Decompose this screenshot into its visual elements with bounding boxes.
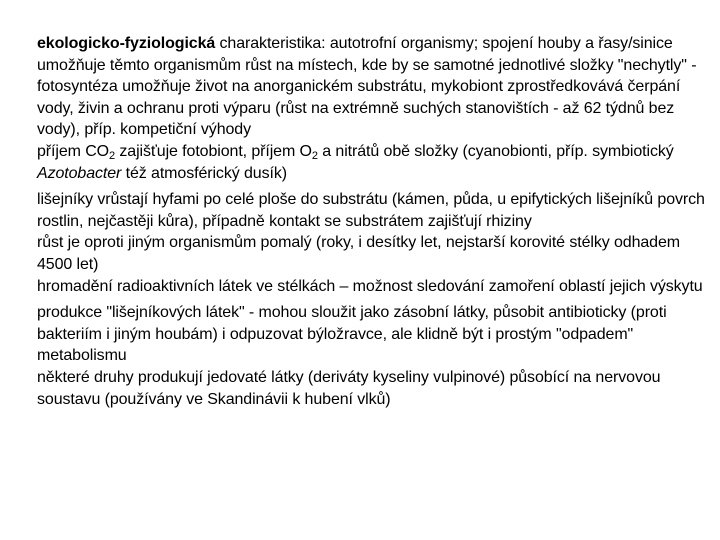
- paragraph-lichen-substances: produkce "lišejníkových látek" - mohou sloužit jako zásobní látky, působit antibioticky (proti bakteriím i jiným houbám) i odpuzovat býložravce, ale klidně být i prostým "odpadem" metabolismu: [37, 304, 667, 365]
- paragraph-radioactive: hromadění radioaktivních látek ve stélkách – možnost sledování zamoření oblastí jejich výskytu: [37, 277, 703, 295]
- text-run: příjem CO: [37, 142, 109, 160]
- text-run: a nitrátů obě složky (cyanobionti, příp. symbiotický: [317, 142, 674, 160]
- paragraph-substrate: lišejníky vrůstají hyfami po celé ploše do substrátu (kámen, půda, u epifytických lišejníků povrch rostlin, nejčastěji kůra), případně kontakt se substrátem zajišťují rhiziny: [37, 191, 705, 230]
- paragraph-text: charakteristika: autotrofní organismy; spojení houby a řasy/sinice umožňuje těmto organismům růst na místech, kde by se samotné jednotlivé složky "nechytly" - fotosyntéza umožňuje život na anorganickém substrátu, mykobiont zprostředkovává čerpání vody, živin a ochranu proti výparu (růst na extrémně suchých stanovištích - až 62 týdnů bez vody), příp. kompetiční výhody: [37, 35, 697, 139]
- paragraph-nutrient-uptake: [37, 141, 709, 184]
- subscript: 2: [311, 149, 318, 162]
- paragraph-toxic-species: některé druhy produkují jedovaté látky (deriváty kyseliny vulpinové) působící na nervovou soustavu (používány ve Skandinávii k hubení vlků): [37, 368, 661, 408]
- text-run: zajišťuje fotobiont, příjem O: [115, 142, 312, 160]
- subscript: 2: [109, 149, 116, 162]
- slide-text-body: [37, 33, 709, 410]
- paragraph-growth: růst je oproti jiným organismům pomalý (roky, i desítky let, nejstarší korovité stélky odhadem 4500 let): [37, 234, 680, 273]
- bold-term: ekologicko-fyziologická: [37, 35, 216, 52]
- paragraph-ecophysiology: [37, 33, 709, 141]
- text-run: též atmosférický dusík): [121, 164, 287, 182]
- italic-genus-name: Azotobacter: [37, 164, 122, 182]
